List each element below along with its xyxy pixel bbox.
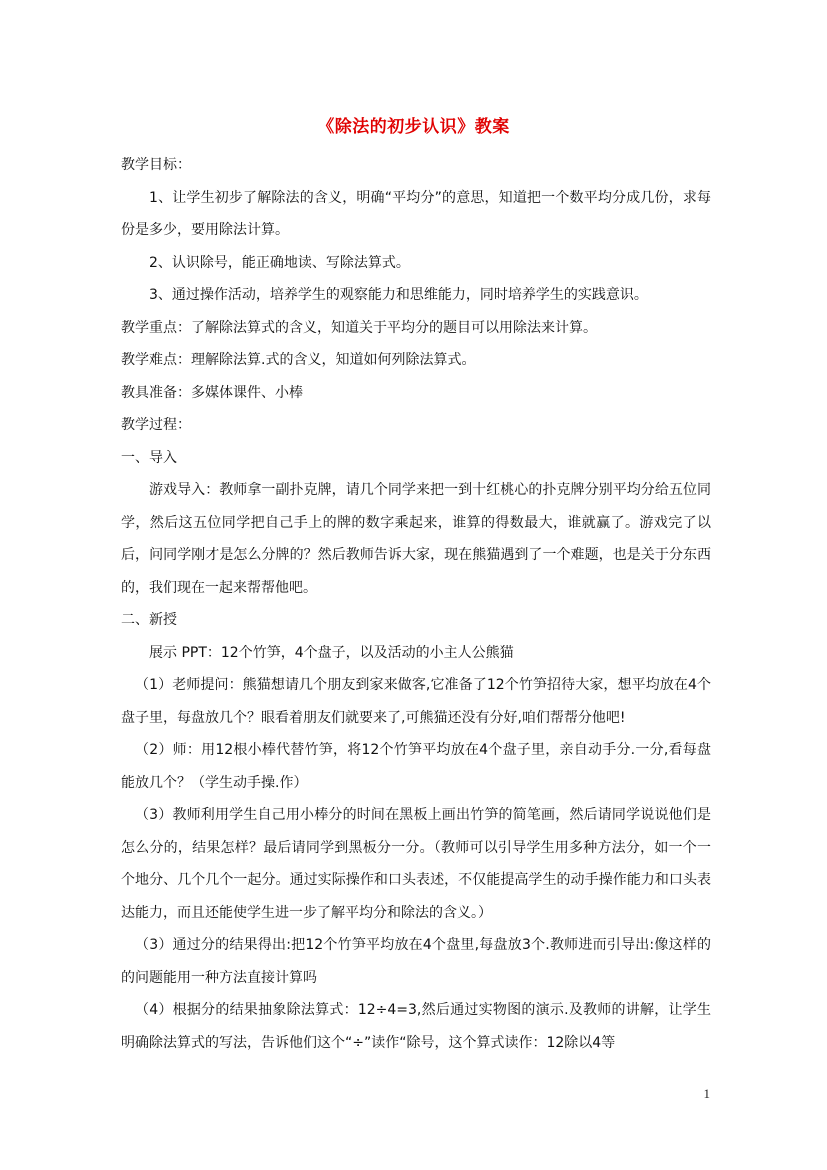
paragraph-difficulties: 教学难点：理解除法算.式的含义，知道如何列除法算式。 <box>121 352 476 368</box>
page-number: 1 <box>703 1086 710 1101</box>
paragraph-objectives-heading: 教学目标： <box>121 157 191 173</box>
section-heading-new: 二、新授 <box>121 612 177 628</box>
paragraph-step-2: （2）师：用12根小棒代替竹笋，将12个竹笋平均放在4个盘子里，亲自动手分.一分,看每盘能放几个？（学生动手操.作） <box>121 742 711 791</box>
paragraph-objective-3: 3、通过操作活动，培养学生的观察能力和思维能力，同时培养学生的实践意识。 <box>149 287 648 303</box>
paragraph-step-1: （1）老师提问：熊猫想请几个朋友到家来做客,它准备了12个竹笋招待大家，想平均放在4个盘子里，每盘放几个？眼看着朋友们就要来了,可熊猫还没有分好,咱们帮帮分他吧! <box>121 677 711 726</box>
document-title: 《除法的初步认识》教案 <box>317 117 510 137</box>
paragraph-ppt: 展示 PPT：12个竹笋，4个盘子，以及活动的小主人公熊猫 <box>149 644 514 661</box>
section-heading-intro: 一、导入 <box>121 449 177 466</box>
paragraph-materials: 教具准备：多媒体课件、小棒 <box>121 384 303 401</box>
paragraph-objective-1: 1、让学生初步了解除法的含义，明确“平均分”的意思，知道把一个数平均分成几份，求每份是多少，要用除法计算。 <box>121 189 711 238</box>
paragraph-step-4: （4）根据分的结果抽象除法算式：12÷4=3,然后通过实物图的演示.及教师的讲解，让学生明确除法算式的写法，告诉他们这个“÷”读作“除号，这个算式读作：12除以4等 <box>121 1002 711 1051</box>
paragraph-game-intro: 游戏导入：教师拿一副扑克牌，请几个同学来把一到十红桃心的扑克牌分别平均分给五位同学，然后这五位同学把自己手上的牌的数字乘起来，谁算的得数最大，谁就赢了。游戏完了以后，问同学刚才是怎么分牌的？然后教师告诉大家，现在熊猫遇到了一个难题，也是关于分东西的，我们现在一起来帮帮他吧。 <box>121 482 711 596</box>
document-body <box>121 149 711 1059</box>
paragraph-objective-2: 2、认识除号，能正确地读、写除法算式。 <box>149 254 410 271</box>
paragraph-process-heading: 教学过程： <box>121 417 191 433</box>
paragraph-step-3a: （3）教师利用学生自己用小棒分的时间在黑板上画出竹笋的简笔画，然后请同学说说他们是怎么分的，结果怎样？最后请同学到黑板分一分。（教师可以引导学生用多种方法分，如一个一个地分、几个几个一起分。通过实际操作和口头表述，不仅能提高学生的动手操作能力和口头表达能力，而且还能使学生进一步了解平均分和除法的含义。） <box>121 807 711 921</box>
paragraph-key-points: 教学重点：了解除法算式的含义，知道关于平均分的题目可以用除法来计算。 <box>121 319 597 336</box>
paragraph-step-3b: （3）通过分的结果得出:把12个竹笋平均放在4个盘里,每盘放3个.教师进而引导出:像这样的的问题能用一种方法直接计算吗 <box>121 937 711 986</box>
